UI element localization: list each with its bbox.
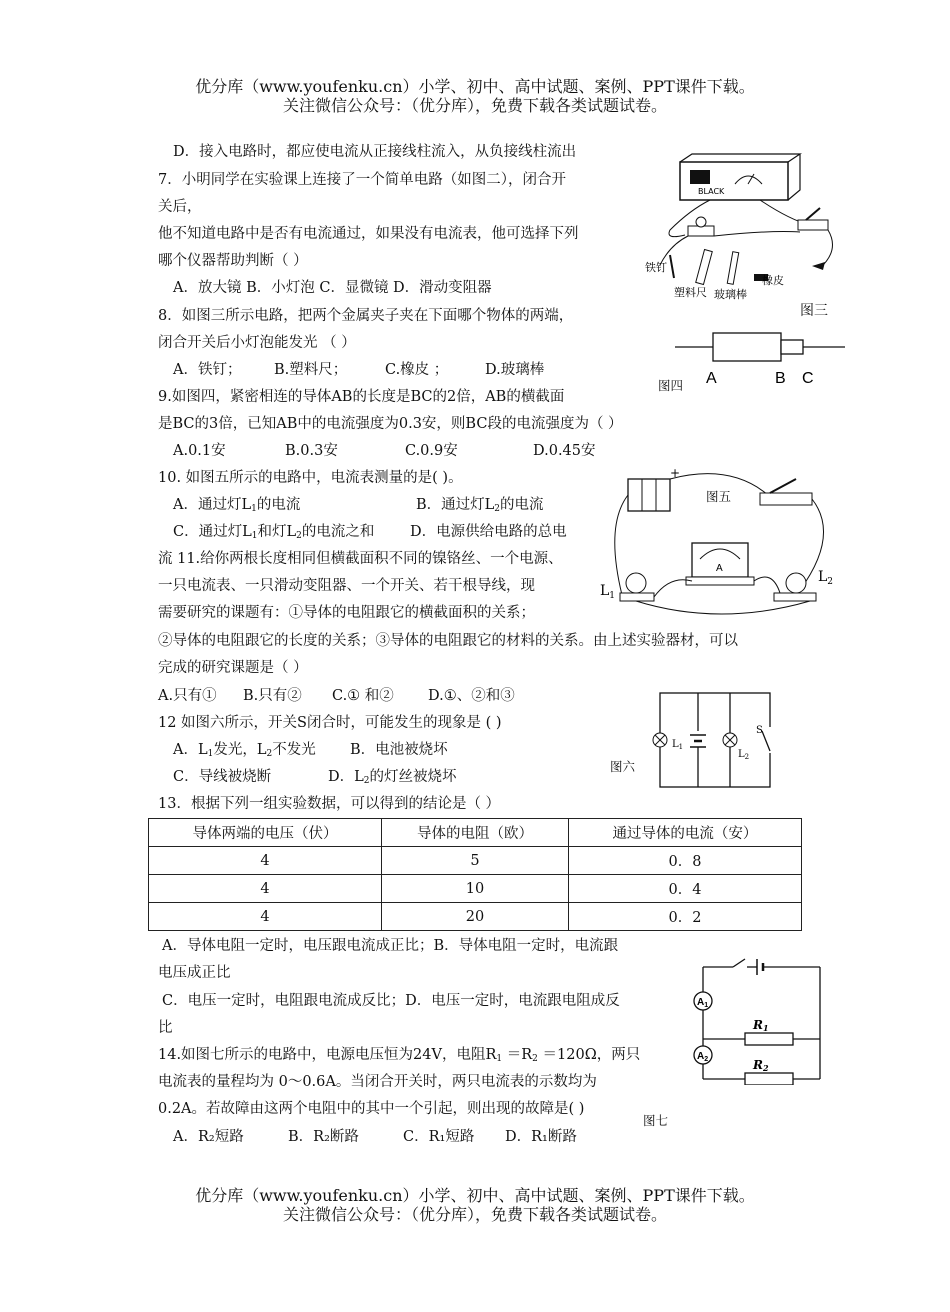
- label-b: B: [775, 370, 786, 387]
- q13-options-ab-line-2: 电压成正比: [158, 965, 231, 981]
- figure-6-circuit: [650, 685, 780, 795]
- svg-text:R1: R1: [753, 1018, 769, 1033]
- table-header-cell: 通过导体的电流（安）: [568, 819, 801, 847]
- q14-option-a: A．R₂短路: [173, 1129, 244, 1145]
- q11-option-b: B.只有②: [243, 688, 302, 704]
- figure-3-caption: 图三: [800, 303, 828, 319]
- q14-line-2: 电流表的量程均为 0～0.6A。当闭合开关时，两只电流表的示数均为: [158, 1074, 597, 1090]
- switch-icon: [770, 479, 796, 493]
- table-cell: 10: [382, 875, 569, 903]
- table-row: [149, 903, 802, 931]
- q9-option-c: C.0.9安: [405, 443, 458, 459]
- q8-option-d: D.玻璃棒: [485, 362, 545, 378]
- battery-icon: [628, 479, 670, 511]
- footer-line-1: 优分库（www.youfenku.cn）小学、初中、高中试题、案例、PPT课件下载。: [195, 1186, 755, 1205]
- bulb-l1-icon: [626, 573, 646, 593]
- footer-line-2: 关注微信公众号：（优分库），免费下载各类试题试卷。: [282, 1205, 667, 1224]
- table-row: [149, 875, 802, 903]
- ammeter-label: A: [716, 563, 723, 574]
- q14-line-3: 0.2A。若故障由这两个电阻中的其中一个引起，则出现的故障是( ): [158, 1101, 585, 1117]
- q11-line-4: ②导体的电阻跟它的长度的关系；③导体的电阻跟它的材料的关系。由上述实验器材，可以: [158, 633, 738, 649]
- bulb-icon: [696, 217, 706, 227]
- q9-line-2: 是BC的3倍，已知AB中的电流强度为0.3安，则BC段的电流强度为（ ）: [158, 416, 623, 432]
- header-line-1: 优分库（www.youfenku.cn）小学、初中、高中试题、案例、PPT课件下载。: [195, 77, 755, 96]
- q9-option-d: D.0.45安: [533, 443, 596, 459]
- table-row: [149, 847, 802, 875]
- q12-option-d: D．$L_2$的灯丝被烧坏: [328, 769, 457, 786]
- q12-option-c: C．导线被烧断: [173, 769, 272, 785]
- q12-option-a: A．$L_1$发光，$L_2$不发光: [173, 742, 316, 759]
- label-nail: 铁钉: [645, 261, 667, 274]
- q11-line-2: 一只电流表、一只滑动变阻器、一个开关、若干根导线，现: [158, 578, 535, 594]
- switch-icon: [806, 208, 820, 220]
- table-cell: 0．8: [568, 847, 801, 875]
- q10-option-a: A．通过灯$L_1$的电流: [173, 497, 301, 514]
- figure-4-conductor: [655, 325, 855, 390]
- table-cell: 4: [149, 847, 382, 875]
- q7-options: A．放大镜 B．小灯泡 C．显微镜 D．滑动变阻器: [173, 280, 492, 296]
- q8-line-1: 8．如图三所示电路，把两个金属夹子夹在下面哪个物体的两端，: [158, 308, 574, 324]
- figure-5-caption: 图五: [706, 489, 732, 504]
- q10-option-b: B．通过灯$L_2$的电流: [416, 497, 544, 514]
- q9-option-b: B.0.3安: [285, 443, 338, 459]
- q9-line-1: 9.如图四，紧密相连的导体AB的长度是BC的2倍，AB的横截面: [158, 389, 565, 405]
- q8-option-c: C.橡皮 ；: [385, 362, 449, 378]
- q11-line-3: 需要研究的课题有：①导体的电阻跟它的横截面积的关系；: [158, 605, 535, 621]
- table-cell: 4: [149, 875, 382, 903]
- ruler-icon: [696, 250, 713, 285]
- q8-option-b: B.塑料尺；: [274, 362, 348, 378]
- q14-option-d: D．R₁断路: [505, 1129, 577, 1145]
- label-l1: $L_1$: [600, 583, 616, 601]
- svg-text:R2: R2: [753, 1058, 769, 1073]
- q14-option-b: B．R₂断路: [288, 1129, 359, 1145]
- table-cell: 20: [382, 903, 569, 931]
- q8-option-a: A．铁钉；: [173, 362, 242, 378]
- segment-ab: [713, 333, 781, 361]
- table-cell: 0．2: [568, 903, 801, 931]
- q13-options-ab-line-1: A．导体电阻一定时，电压跟电流成正比；B．导体电阻一定时，电流跟: [162, 938, 619, 954]
- q13-options-cd-line-2: 比: [158, 1020, 173, 1036]
- q12-option-b: B．电池被烧坏: [350, 742, 448, 758]
- q11-option-c: C.① 和②: [332, 688, 394, 704]
- resistor-r1: [745, 1033, 793, 1045]
- q13-options-cd-line-1: C．电压一定时，电阻跟电流成反比；D．电压一定时，电流跟电阻成反: [162, 993, 620, 1009]
- table-cell: 4: [149, 903, 382, 931]
- nail-icon: [670, 255, 674, 278]
- q7-line-1: 7．小明同学在实验课上连接了一个简单电路（如图二），闭合开: [158, 172, 566, 188]
- switch-base: [760, 493, 812, 505]
- label-ruler: 塑料尺: [674, 286, 707, 299]
- bulb-l2-icon: [786, 573, 806, 593]
- q10-line-1: 10. 如图五所示的电路中，电流表测量的是( )。: [158, 470, 463, 486]
- figure-6-caption: 图六: [610, 759, 636, 774]
- figure-3-circuit: [640, 150, 845, 300]
- q11-line-1: 流 11.给你两根长度相同但横截面积不同的镍铬丝、一个电源、: [158, 551, 563, 567]
- data-table: [148, 818, 802, 931]
- q11-option-d: D.①、②和③: [428, 688, 515, 704]
- q11-line-5: 完成的研究课题是（ ）: [158, 660, 308, 676]
- table-header-cell: 导体两端的电压（伏）: [149, 819, 382, 847]
- figure-7-circuit: [685, 955, 830, 1085]
- q10-option-c: C．通过灯$L_1$和灯$L_2$的电流之和: [173, 524, 375, 541]
- svg-text:A1: $A_1$: [697, 997, 709, 1009]
- label-a: A: [706, 370, 717, 387]
- switch-icon: [733, 959, 745, 967]
- figure-4-caption: 图四: [658, 378, 684, 393]
- q14-option-c: C．R₁短路: [403, 1129, 475, 1145]
- header-line-2: 关注微信公众号：（优分库），免费下载各类试题试卷。: [282, 96, 667, 115]
- label-l2: $L_2$: [738, 749, 750, 761]
- table-header-row: [149, 819, 802, 847]
- q13-line-1: 13．根据下列一组实验数据，可以得到的结论是（ ）: [158, 796, 501, 812]
- q14-line-1: 14.如图七所示的电路中，电源电压恒为24V，电阻$R_1 =R_2 =120\Omega$，两只: [158, 1047, 641, 1064]
- table-cell: 5: [382, 847, 569, 875]
- table-header-cell: 导体的电阻（欧）: [382, 819, 569, 847]
- q7-line-3: 他不知道电路中是否有电流通过，如果没有电流表，他可选择下列: [158, 226, 579, 242]
- label-c: C: [802, 370, 814, 387]
- q7-line-2: 关后，: [158, 199, 202, 215]
- meter-text: BLACK: [698, 187, 725, 196]
- battery-plus: +: [670, 466, 681, 480]
- figure-7-caption: 图七: [643, 1113, 669, 1128]
- table-cell: 0．4: [568, 875, 801, 903]
- q12-line-1: 12 如图六所示，开关S闭合时，可能发生的现象是 ( ): [158, 715, 502, 731]
- label-glass-rod: 玻璃棒: [714, 288, 747, 300]
- label-eraser: 橡皮: [762, 274, 784, 287]
- q7-line-4: 哪个仪器帮助判断（ ）: [158, 253, 308, 269]
- label-l1: $L_1$: [672, 739, 684, 751]
- resistor-r2: [745, 1073, 793, 1085]
- label-s: S: [756, 725, 763, 736]
- q8-line-2: 闭合开关后小灯泡能发光 （ ）: [158, 335, 356, 351]
- svg-text:A2: $A_2$: [697, 1051, 709, 1063]
- q10-option-d: D．电源供给电路的总电: [410, 524, 567, 540]
- label-l2: $L_2$: [818, 569, 834, 587]
- q11-option-a: A.只有①: [158, 688, 217, 704]
- q6-option-d: D．接入电路时，都应使电流从正接线柱流入，从负接线柱流出: [173, 144, 577, 160]
- segment-bc: [781, 340, 803, 354]
- q9-option-a: A.0.1安: [173, 443, 226, 459]
- glass-rod-icon: [727, 252, 738, 285]
